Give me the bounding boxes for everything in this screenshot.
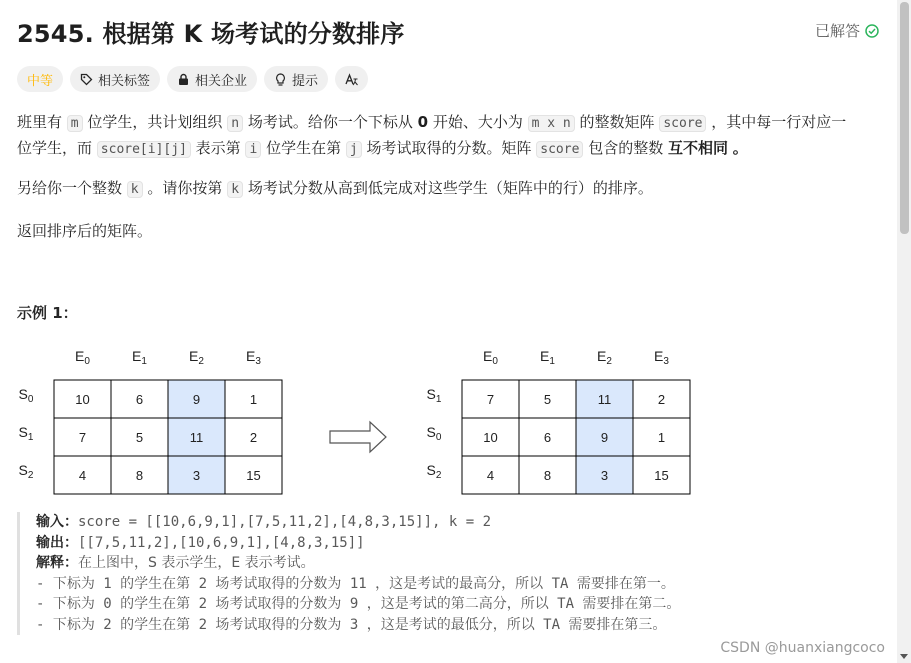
cell-value: 6 bbox=[135, 392, 144, 407]
code-i: i bbox=[245, 141, 261, 158]
text: 。 bbox=[732, 139, 748, 157]
text: 班里有 bbox=[17, 113, 63, 131]
bold-distinct: 互不相同 bbox=[668, 139, 729, 157]
scrollbar-thumb[interactable] bbox=[900, 2, 909, 234]
scroll-down-arrow-icon[interactable] bbox=[900, 654, 908, 659]
cell-value: 15 bbox=[654, 468, 669, 483]
code-score-2: score bbox=[536, 141, 583, 158]
explain-line: - 下标为 1 的学生在第 2 场考试取得的分数为 11 ，这是考试的最高分，所以 TA 需要排在第一。 bbox=[36, 575, 675, 592]
page-title: 2545. 根据第 K 场考试的分数排序 bbox=[17, 20, 405, 48]
bulb-icon bbox=[274, 73, 287, 86]
matrix-before bbox=[19, 348, 282, 494]
code-mxn: m x n bbox=[528, 115, 575, 132]
explain-label: 解释： bbox=[36, 555, 78, 571]
cell-value: 10 bbox=[75, 392, 90, 407]
text: 另给你一个整数 bbox=[17, 179, 123, 197]
example-explanation bbox=[36, 553, 897, 574]
difficulty-label: 中等 bbox=[27, 73, 54, 89]
related-tags-label: 相关标签 bbox=[98, 73, 151, 89]
row-header: $S_0$ bbox=[426, 424, 442, 443]
text: 开始、大小为 bbox=[432, 113, 523, 131]
cell-value: 4 bbox=[78, 468, 87, 483]
matrix-after bbox=[427, 348, 690, 494]
text: 场考试。给你一个下标从 bbox=[247, 113, 413, 131]
column-header: $E_2$ bbox=[189, 348, 204, 367]
cell-value: 15 bbox=[246, 468, 261, 483]
code-k-2: k bbox=[227, 181, 243, 198]
output-label: 输出： bbox=[36, 534, 78, 551]
code-m: m bbox=[67, 115, 83, 132]
description-paragraph-2 bbox=[17, 176, 653, 202]
cell-value: 2 bbox=[657, 392, 666, 407]
input-value: score = [[10,6,9,1],[7,5,11,2],[4,8,3,15]], k = 2 bbox=[78, 514, 492, 530]
code-k: k bbox=[127, 181, 143, 198]
check-circle-icon bbox=[865, 24, 879, 38]
cell-value: 4 bbox=[486, 468, 495, 483]
row-header: $S_2$ bbox=[18, 462, 34, 481]
hint-button[interactable] bbox=[264, 66, 328, 92]
column-header: $E_0$ bbox=[75, 348, 90, 367]
text: 表示第 bbox=[195, 139, 241, 157]
explain-line: - 下标为 0 的学生在第 2 场考试取得的分数为 9 ，这是考试的第二高分，所以 TA 需要排在第二。 bbox=[36, 596, 681, 612]
cell-value: 8 bbox=[543, 468, 552, 483]
related-companies-button[interactable] bbox=[167, 66, 257, 92]
text: 位学生，共计划组织 bbox=[87, 113, 223, 131]
cell-value: 2 bbox=[249, 430, 258, 445]
text: 的整数矩阵 bbox=[579, 113, 655, 131]
tag-icon bbox=[80, 73, 93, 86]
cell-value: 11 bbox=[597, 392, 612, 407]
arrow-icon bbox=[330, 422, 386, 452]
example-title: 示例 1： bbox=[17, 304, 78, 322]
code-j: j bbox=[346, 141, 362, 158]
code-n: n bbox=[227, 115, 243, 132]
column-header: $E_0$ bbox=[483, 348, 498, 367]
cell-value: 3 bbox=[192, 468, 201, 483]
text: 场考试取得的分数。矩阵 bbox=[366, 139, 532, 157]
example-output bbox=[36, 533, 897, 554]
cell-value: 9 bbox=[192, 392, 201, 407]
description-paragraph-1 bbox=[17, 110, 877, 162]
lock-icon bbox=[177, 73, 190, 86]
example-block bbox=[17, 512, 897, 635]
bold-zero: 0 bbox=[417, 113, 429, 131]
column-header: $E_3$ bbox=[654, 348, 669, 367]
cell-value: 5 bbox=[543, 392, 552, 407]
text: 位学生，而 bbox=[17, 139, 93, 157]
cell-value: 8 bbox=[135, 468, 144, 483]
row-header: $S_0$ bbox=[18, 386, 34, 405]
difficulty-badge[interactable] bbox=[17, 66, 63, 92]
input-label: 输入： bbox=[36, 514, 78, 530]
text: 位学生在第 bbox=[266, 139, 342, 157]
column-header: $E_1$ bbox=[132, 348, 147, 367]
cell-value: 7 bbox=[486, 392, 495, 407]
column-header: $E_2$ bbox=[597, 348, 612, 367]
tag-bar bbox=[17, 66, 368, 92]
description-paragraph-3: 返回排序后的矩阵。 bbox=[17, 222, 153, 240]
translate-icon bbox=[345, 73, 358, 86]
cell-value: 1 bbox=[657, 430, 666, 445]
output-value: [[7,5,11,2],[10,6,9,1],[4,8,3,15]] bbox=[78, 534, 365, 551]
text: ，其中每一行对应一 bbox=[711, 113, 847, 131]
explain-text: 在上图中，S 表示学生，E 表示考试。 bbox=[78, 555, 315, 571]
translate-button[interactable] bbox=[335, 66, 368, 92]
column-header: $E_3$ bbox=[246, 348, 261, 367]
explain-line: - 下标为 2 的学生在第 2 场考试取得的分数为 3 ，这是考试的最低分，所以 TA 需要排在第三。 bbox=[36, 616, 667, 633]
watermark: CSDN @huanxiangcoco bbox=[720, 640, 885, 656]
text: 包含的整数 bbox=[588, 139, 664, 157]
cell-value: 10 bbox=[483, 430, 498, 445]
code-score: score bbox=[659, 115, 706, 132]
cell-value: 6 bbox=[543, 430, 552, 445]
row-header: $S_1$ bbox=[426, 386, 442, 405]
scrollbar[interactable] bbox=[897, 0, 911, 663]
cell-value: 11 bbox=[189, 430, 204, 445]
text: 。请你按第 bbox=[147, 179, 223, 197]
hint-label: 提示 bbox=[292, 73, 319, 89]
solved-label: 已解答 bbox=[814, 22, 860, 40]
related-tags-button[interactable] bbox=[70, 66, 160, 92]
solved-status bbox=[815, 20, 879, 41]
related-companies-label: 相关企业 bbox=[195, 73, 248, 89]
cell-value: 5 bbox=[135, 430, 144, 445]
cell-value: 3 bbox=[600, 468, 609, 483]
row-header: $S_1$ bbox=[18, 424, 34, 443]
cell-value: 7 bbox=[78, 430, 87, 445]
cell-value: 1 bbox=[249, 392, 258, 407]
row-header: $S_2$ bbox=[426, 462, 442, 481]
text: 场考试分数从高到低完成对这些学生（矩阵中的行）的排序。 bbox=[247, 179, 653, 197]
code-score-ij: score[i][j] bbox=[97, 141, 191, 158]
cell-value: 9 bbox=[600, 430, 609, 445]
example-figure bbox=[0, 335, 897, 505]
example-input bbox=[36, 512, 897, 533]
column-header: $E_1$ bbox=[540, 348, 555, 367]
